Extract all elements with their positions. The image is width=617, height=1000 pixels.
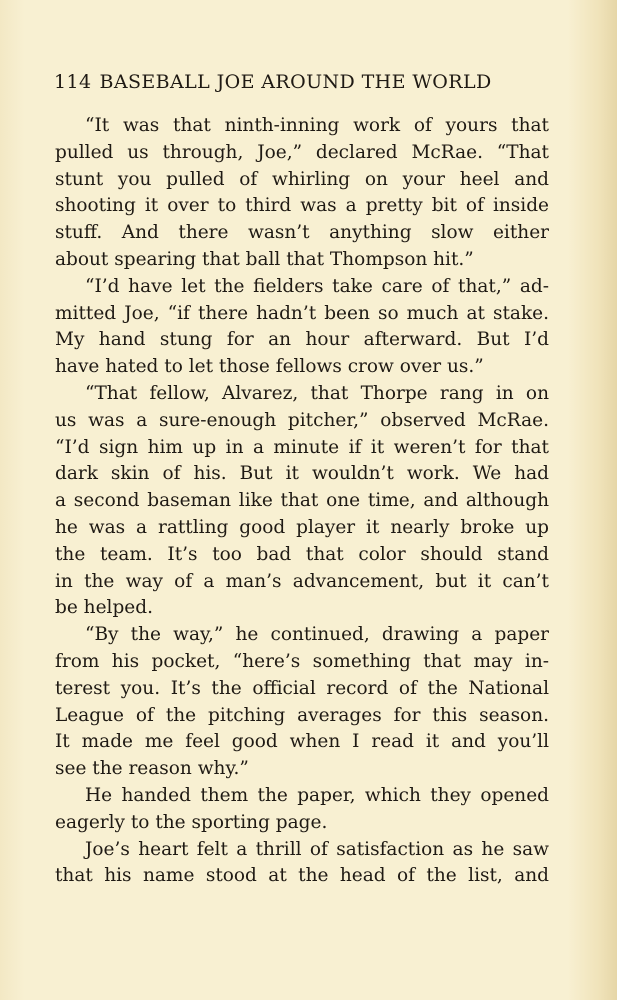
text-line: stunt you pulled of whirling on your heel and: [55, 168, 549, 190]
text-line: Joe’s heart felt a thrill of satisfaction as he saw: [85, 838, 549, 860]
text-line: mitted Joe, “if there hadn’t been so much at stake.: [55, 302, 549, 324]
book-title: BASEBALL JOE AROUND THE WORLD: [99, 71, 492, 93]
text-line: that his name stood at the head of the list, and: [55, 865, 549, 887]
text-line: “By the way,” he continued, drawing a paper: [85, 624, 549, 646]
text-line: be helped.: [55, 597, 153, 619]
text-line: in the way of a man’s advancement, but it can’t: [55, 570, 549, 592]
text-line: have hated to let those fellows crow over us.”: [55, 356, 484, 378]
paragraph: [55, 783, 549, 837]
text-line: He handed them the paper, which they opened: [85, 784, 549, 806]
text-line: shooting it over to third was a pretty bit of inside: [55, 195, 549, 217]
paragraph: [55, 622, 549, 783]
running-header: [54, 70, 534, 94]
text-line: “That fellow, Alvarez, that Thorpe rang in on: [85, 382, 549, 404]
text-line: “I’d have let the fielders take care of that,” ad-: [85, 275, 549, 297]
text-line: stuff. And there wasn’t anything slow either: [55, 222, 549, 244]
text-line: he was a rattling good player it nearly broke up: [55, 516, 549, 538]
paragraph: [55, 837, 549, 891]
text-line: pulled us through, Joe,” declared McRae. “That: [55, 141, 549, 163]
text-line: terest you. It’s the official record of the National: [55, 677, 549, 699]
text-line: eagerly to the sporting page.: [55, 811, 328, 833]
text-line: from his pocket, “here’s something that may in-: [55, 650, 549, 672]
text-line: It made me feel good when I read it and you’ll: [55, 731, 549, 753]
text-line: dark skin of his. But it wouldn’t work. We had: [55, 463, 549, 485]
paragraph: [55, 381, 549, 622]
page-number: 114: [54, 71, 92, 93]
text-line: a second baseman like that one time, and although: [55, 490, 549, 512]
text-line: “It was that ninth-inning work of yours that: [85, 115, 549, 136]
text-line: the team. It’s too bad that color should stand: [55, 543, 549, 565]
text-line: see the reason why.”: [55, 758, 249, 780]
text-line: us was a sure-enough pitcher,” observed McRae.: [55, 409, 549, 431]
body-text: [55, 113, 549, 890]
paragraph: [55, 274, 549, 381]
text-line: about spearing that ball that Thompson hit.”: [55, 248, 474, 270]
text-line: My hand stung for an hour afterward. But I’d: [55, 329, 549, 351]
text-line: “I’d sign him up in a minute if it weren’t for that: [55, 436, 549, 458]
paragraph: [55, 113, 549, 274]
text-line: League of the pitching averages for this season.: [55, 704, 549, 726]
